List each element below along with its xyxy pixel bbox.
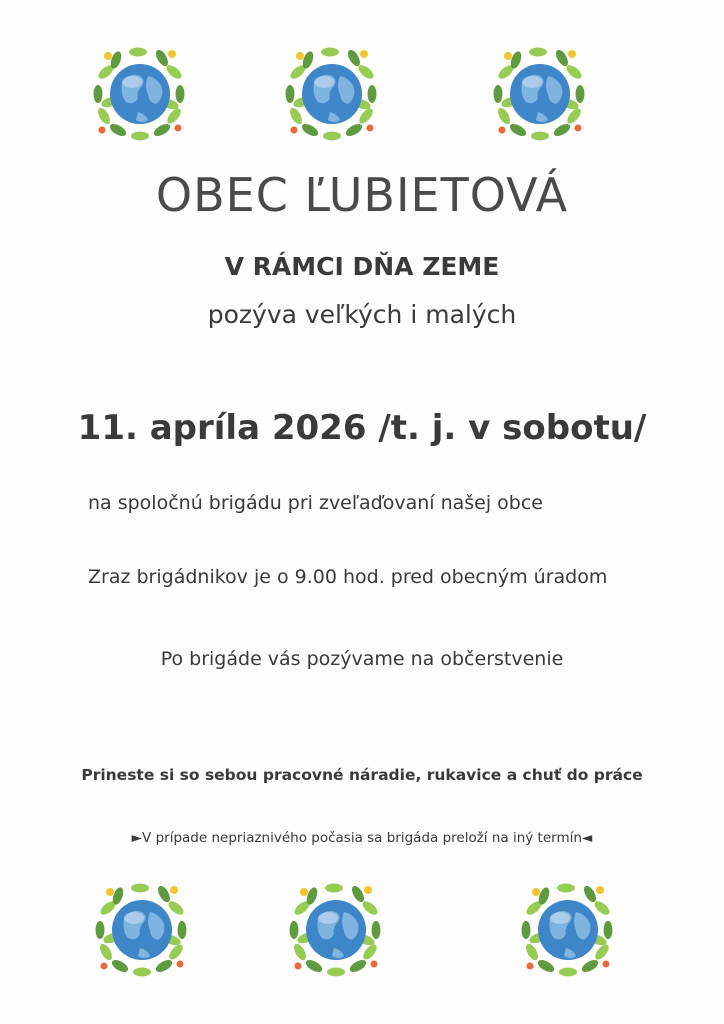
earth-globe-icon: [284, 878, 388, 982]
weather-note: ►V prípade nepriaznivého počasia sa brigáda preloží na iný termín◄: [131, 830, 593, 846]
earth-globe-icon: [488, 42, 592, 146]
bottom-decoration-row: [0, 878, 724, 988]
bring-items-note: Prineste si so sebou pracovné náradie, rukavice a chuť do práce: [81, 766, 643, 784]
refreshment-info: Po brigáde vás pozývame na občerstvenie: [160, 648, 564, 670]
meeting-info: Zraz brigádnikov je o 9.00 hod. pred obecným úradom: [88, 566, 608, 588]
earth-globe-icon: [516, 878, 620, 982]
invite-line: pozýva veľkých i malých: [207, 300, 517, 329]
poster-title: OBEC ĽUBIETOVÁ: [155, 168, 569, 222]
event-date: 11. apríla 2026 /t. j. v sobotu/: [77, 408, 647, 448]
event-purpose: na spoločnú brigádu pri zveľaďovaní našej obce: [88, 492, 543, 514]
poster-subtitle: V RÁMCI DŇA ZEME: [224, 252, 500, 281]
top-decoration-row: [0, 42, 724, 152]
earth-globe-icon: [88, 42, 192, 146]
earth-globe-icon: [280, 42, 384, 146]
earth-globe-icon: [90, 878, 194, 982]
